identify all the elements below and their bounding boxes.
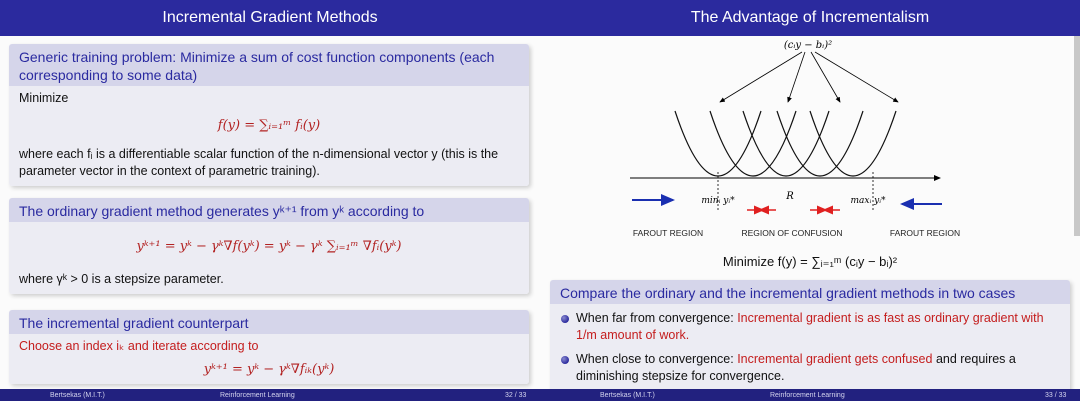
incremental-formula: yᵏ⁺¹ = yᵏ − γᵏ∇fᵢₖ(yᵏ)	[203, 362, 335, 377]
min-label: minᵢ yᵢ*	[701, 196, 735, 206]
left-slide-title: Incremental Gradient Methods	[0, 0, 540, 36]
bullet-far	[560, 310, 1060, 344]
gradient-formula: yᵏ⁺¹ = yᵏ − γᵏ∇f(yᵏ) = yᵏ − γᵏ ∑ᵢ₌₁ᵐ ∇fᵢ(yᵏ)	[136, 239, 402, 254]
right-footer	[540, 389, 1080, 401]
compare-list	[560, 310, 1060, 385]
gradient-block-header: The ordinary gradient method generates yᵏ⁺¹ from yᵏ according to	[9, 198, 529, 222]
max-label: maxᵢ yᵢ*	[850, 196, 886, 206]
r-label: R	[786, 191, 794, 202]
footer-author: Bertsekas (M.I.T.)	[50, 391, 105, 399]
farout-left-label: FAROUT REGION	[632, 228, 704, 238]
bullet-close	[560, 351, 1060, 385]
incremental-block-body	[9, 334, 529, 384]
arrow-to-curve-4	[815, 52, 898, 102]
arrow-to-curve-1	[720, 52, 802, 102]
sum-formula: f(y) = ∑ᵢ₌₁ᵐ fᵢ(y)	[217, 118, 321, 133]
parabola-1	[675, 111, 761, 176]
minimize-label: Minimize	[19, 91, 69, 105]
problem-description: where each fᵢ is a differentiable scalar function of the n-dimensional vector y (this is the parameter vector in the context of parametric training).	[19, 147, 499, 178]
problem-block-header: Generic training problem: Minimize a sum of cost function components (each corresponding to some data)	[9, 44, 529, 86]
farout-right-label: FAROUT REGION	[889, 228, 961, 238]
left-footer	[0, 389, 540, 401]
confusion-label: REGION OF CONFUSION	[741, 228, 843, 238]
convergence-diagram	[540, 36, 1080, 276]
bullet-close-rest: and requires a diminishing stepsize for convergence.	[576, 352, 1016, 383]
footer-course: Reinforcement Learning	[220, 391, 295, 399]
compare-block	[550, 280, 1070, 394]
arrow-to-curve-2	[788, 52, 805, 102]
compare-block-body	[550, 304, 1070, 394]
bullet-close-highlight: Incremental gradient gets confused	[737, 352, 933, 366]
stepsize-description: where γᵏ > 0 is a stepsize parameter.	[19, 272, 224, 286]
gradient-block-body	[9, 222, 529, 294]
bullet-icon	[561, 315, 569, 323]
problem-block	[9, 44, 529, 186]
right-slide-title: The Advantage of Incrementalism	[540, 0, 1080, 36]
bullet-far-intro: When far from convergence:	[576, 311, 738, 325]
bullet-close-intro: When close to convergence:	[576, 352, 738, 366]
index-description: Choose an index iₖ and iterate according to	[19, 339, 259, 353]
right-slide	[540, 0, 1080, 401]
incremental-block	[9, 310, 529, 384]
parabola-3	[743, 111, 829, 176]
minimize-objective: Minimize f(y) = ∑ᵢ₌₁ᵐ (cᵢy − bᵢ)²	[722, 254, 898, 269]
parabola-5	[810, 111, 896, 176]
incremental-block-header: The incremental gradient counterpart	[9, 310, 529, 334]
compare-block-header: Compare the ordinary and the incremental gradient methods in two cases	[550, 280, 1070, 304]
parabola-4	[777, 111, 863, 176]
footer-page: 33 / 33	[1045, 391, 1067, 399]
arrow-to-curve-3	[811, 52, 840, 102]
bullet-far-highlight: Incremental gradient is as fast as ordinary gradient with 1/m amount of work.	[576, 311, 1044, 342]
footer-author: Bertsekas (M.I.T.)	[600, 391, 655, 399]
footer-course: Reinforcement Learning	[770, 391, 845, 399]
gradient-block	[9, 198, 529, 294]
problem-block-body	[9, 86, 529, 186]
cost-component-label: (cᵢy − bᵢ)²	[783, 40, 833, 51]
parabola-2	[710, 111, 796, 176]
footer-page: 32 / 33	[505, 391, 527, 399]
bullet-icon	[561, 356, 569, 364]
